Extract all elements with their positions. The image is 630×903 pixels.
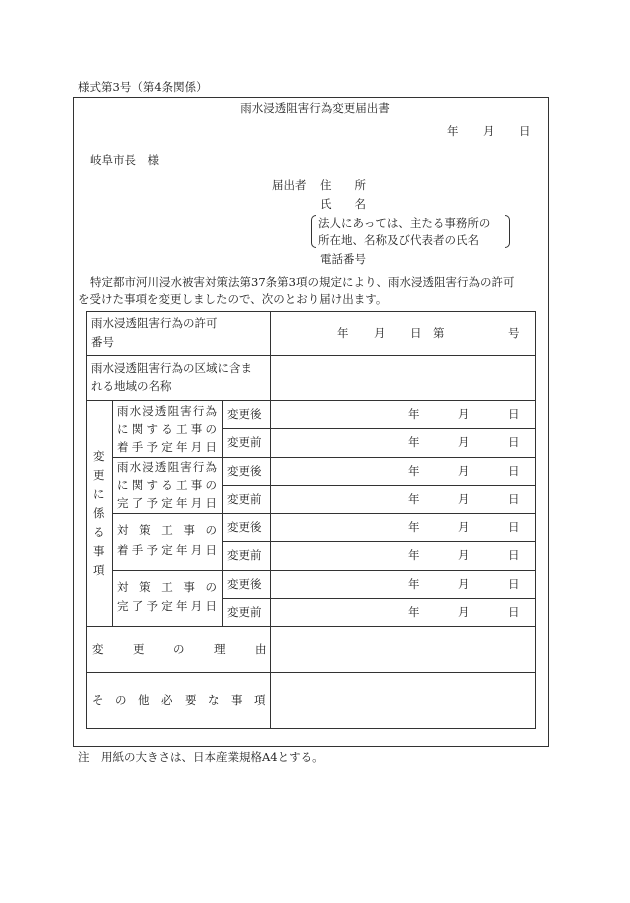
- group2-label-line3: 完了予定年月日: [117, 496, 217, 510]
- date-day: 日: [508, 577, 520, 591]
- area-label-line2: れる地域の名称: [91, 379, 172, 393]
- date-day: 日: [508, 435, 520, 449]
- after-label: 変更後: [227, 577, 262, 591]
- group3-label-line1: 対策工事の: [117, 523, 217, 537]
- corp-note-line1: 法人にあっては、主たる事務所の: [318, 216, 491, 230]
- notifier-address-label: 住 所: [320, 178, 366, 192]
- permit-day: 日: [410, 326, 422, 340]
- before-label: 変更前: [227, 548, 262, 562]
- notifier-name-label: 氏 名: [320, 197, 366, 211]
- area-label-line1: 雨水浸透阻害行為の区域に含ま: [91, 361, 252, 375]
- after-label: 変更後: [227, 407, 262, 421]
- bracket-left: [311, 215, 316, 248]
- before-label: 変更前: [227, 435, 262, 449]
- before-label: 変更前: [227, 492, 262, 506]
- date-year: 年: [408, 492, 420, 506]
- group1-label-line3: 着手予定年月日: [117, 440, 217, 454]
- date-day: 日: [519, 124, 531, 138]
- body-text-line1: 特定都市河川浸水被害対策法第37条第3項の規定により、雨水浸透阻害行為の許可: [90, 275, 515, 289]
- group4-label-line1: 対策工事の: [117, 580, 217, 594]
- date-year: 年: [408, 464, 420, 478]
- after-label: 変更後: [227, 464, 262, 478]
- date-month: 月: [458, 492, 470, 506]
- notifier-label: 届出者: [272, 178, 307, 192]
- before-label: 変更前: [227, 605, 262, 619]
- permit-go: 号: [508, 326, 520, 340]
- date-year: 年: [408, 435, 420, 449]
- date-year: 年: [408, 577, 420, 591]
- date-day: 日: [508, 464, 520, 478]
- group1-label-line1: 雨水浸透阻害行為: [117, 404, 217, 418]
- group3-label-line2: 着手予定年月日: [117, 543, 217, 557]
- date-day: 日: [508, 605, 520, 619]
- addressee: 岐阜市長 様: [90, 153, 159, 167]
- group1-label-line2: に関する工事の: [117, 422, 217, 436]
- permit-dai: 第: [433, 326, 445, 340]
- date-year: 年: [408, 520, 420, 534]
- form-number: 様式第3号（第4条関係）: [78, 80, 208, 94]
- bracket-right: [505, 215, 510, 248]
- body-text-line2: を受けた事項を変更しましたので、次のとおり届け出ます。: [78, 292, 388, 306]
- date-month: 月: [458, 605, 470, 619]
- form-title: 雨水浸透阻害行為変更届出書: [240, 101, 390, 115]
- date-day: 日: [508, 520, 520, 534]
- date-month: 月: [458, 407, 470, 421]
- page: 様式第3号（第4条関係） 雨水浸透阻害行為変更届出書 年 月 日 岐阜市長 様 届出者 住 所 氏 名 法人にあっては、主たる事務所の 所在地、名称及び代表者の氏名 電話番号 特定都市河川浸水被害対策法第37条第3項の規定により、雨水浸透阻害行為の許可 を受けた事項を変更しましたので、次のとおり届け出ます。 雨水浸透阻害行為の許可 番号 年 月 日 第 号 雨水浸透阻害行為の区域に含ま れる地域の名称 変 更 に 係 る 事 項 雨水浸透阻害行為 に関する工事の 着手予定年月日 雨水浸透阻害行為 に関する工事の 完了予定年月日 対策工事の 着手予定年月日 対策工事の 完了予定年月日 変更後 年 月 日 変更前 年 月 日 変更後 年 月 日 変更前 年 月 日 変更後 年 月 日 変更前 年 月 日 変更後 年 月 日 変更前 年 月 日 変 更 の 理 由 そ の 他 必 要 な 事 項 注 用紙の大きさは、日本産業規格A4とする。: [0, 0, 630, 903]
- date-day: 日: [508, 548, 520, 562]
- date-month: 月: [458, 577, 470, 591]
- group2-label-line1: 雨水浸透阻害行為: [117, 460, 217, 474]
- date-month: 月: [458, 464, 470, 478]
- corp-note-line2: 所在地、名称及び代表者の氏名: [318, 233, 479, 247]
- permit-number-label-line1: 雨水浸透阻害行為の許可: [91, 316, 218, 330]
- date-day: 日: [508, 407, 520, 421]
- after-label: 変更後: [227, 520, 262, 534]
- permit-month: 月: [374, 326, 386, 340]
- group4-label-line2: 完了予定年月日: [117, 599, 217, 613]
- date-month: 月: [458, 548, 470, 562]
- notifier-phone-label: 電話番号: [320, 252, 366, 266]
- date-month: 月: [458, 520, 470, 534]
- permit-number-label-line2: 番号: [91, 335, 114, 349]
- date-month: 月: [483, 124, 495, 138]
- date-year: 年: [447, 124, 459, 138]
- date-year: 年: [408, 407, 420, 421]
- date-year: 年: [408, 605, 420, 619]
- permit-year: 年: [337, 326, 349, 340]
- date-month: 月: [458, 435, 470, 449]
- footnote: 注 用紙の大きさは、日本産業規格A4とする。: [78, 750, 324, 764]
- group2-label-line2: に関する工事の: [117, 478, 217, 492]
- date-year: 年: [408, 548, 420, 562]
- date-day: 日: [508, 492, 520, 506]
